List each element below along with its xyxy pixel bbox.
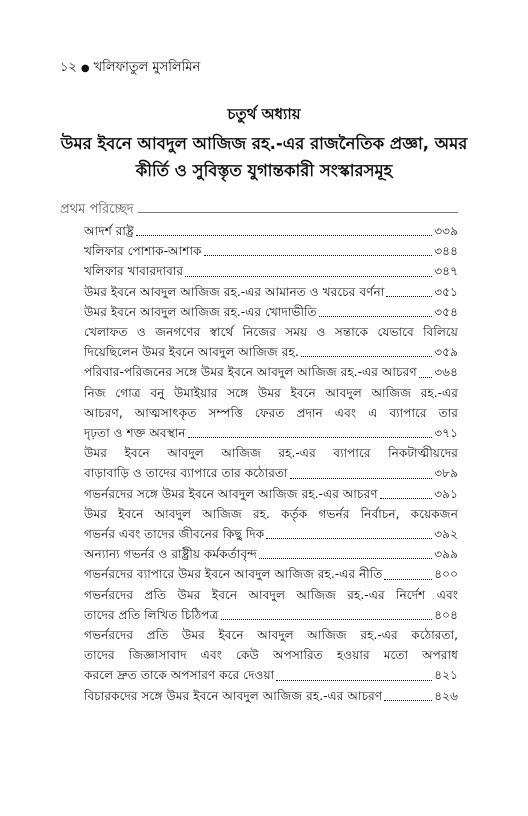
toc-page-number: ৩৩৯ — [434, 224, 458, 238]
toc-entry-title: উমর ইবনে আবদুল আজিজ রহ.-এর আমানত ও খরচের বর্ণনা — [84, 284, 385, 299]
dot-leader — [386, 296, 432, 297]
toc-entry-line: উমর ইবনে আবদুল আজিজ রহ.-এর ব্যাপারে নিকটাত্মীয়দের — [84, 446, 458, 461]
toc-entry[interactable] — [84, 625, 458, 686]
table-of-contents — [84, 221, 458, 706]
toc-entry-line: উমর ইবনে আবদুল আজিজ রহ. কর্তৃক গভর্নর নির্বাচন, কয়েকজন — [84, 506, 458, 521]
dot-leader — [384, 579, 432, 580]
toc-page-number: ৩৫৪ — [434, 304, 458, 319]
toc-page-number: ৩৯১ — [434, 486, 458, 501]
toc-entry-title: পরিবার-পরিজনের সঙ্গে উমর ইবনে আবদুল আজিজ রহ.-এর আচরণ — [84, 365, 417, 380]
dot-leader — [384, 700, 432, 701]
dot-leader — [319, 316, 433, 317]
dot-leader — [221, 619, 433, 620]
toc-entry[interactable] — [84, 686, 458, 706]
toc-entry-line: তাদের জিজ্ঞাসাবাদ এবং কেউ অপসারিত হওয়ার মতো অপরাধ — [84, 648, 458, 663]
dot-leader — [136, 235, 433, 236]
toc-entry[interactable] — [84, 443, 458, 483]
toc-entry[interactable] — [84, 241, 458, 261]
toc-entry[interactable] — [84, 362, 458, 382]
toc-page-number: ৪২১ — [434, 668, 458, 683]
section-heading — [60, 200, 458, 221]
toc-entry-title: গভর্নরদের ব্যাপারে উমর ইবনে আবদুল আজিজ রহ.-এর নীতি — [84, 567, 383, 582]
toc-entry-title: তাদের প্রতি লিখিত চিঠিপত্র — [84, 607, 219, 622]
page-number: ১২ — [60, 60, 77, 75]
dot-leader — [266, 538, 432, 539]
toc-entry-title: করলে দ্রুত তাকে অপসারণ করে দেওয়া — [84, 668, 275, 683]
chapter-title-line-2: কীর্তি ও সুবিস্তৃত যুগান্তকারী সংস্কারসমূহ — [135, 161, 393, 180]
dot-leader — [204, 255, 433, 256]
dot-leader — [419, 377, 432, 378]
toc-entry-line: গভর্নরদের প্রতি উমর ইবনে আবদুল আজিজ রহ.-এর নির্দেশ এবং — [84, 587, 458, 602]
toc-entry-title: খলিফার খাবারদাবার — [84, 264, 184, 279]
toc-page-number: ৪২৬ — [434, 688, 458, 703]
toc-entry[interactable] — [84, 564, 458, 584]
bullet-icon: ● — [80, 63, 90, 74]
dot-leader — [301, 356, 433, 357]
toc-page-number: ৩৫৯ — [434, 345, 458, 360]
toc-entry-title: গভর্নর এবং তাদের জীবনের কিছু দিক — [84, 527, 265, 542]
section-rule — [138, 212, 458, 213]
toc-entry-title: দিয়েছিলেন উমর ইবনে আবদুল আজিজ রহ. — [84, 345, 299, 360]
toc-entry-line: নিজ গোত্র বনু উমাইয়ার সঙ্গে উমর ইবনে আবদুল আজিজ রহ.-এর — [84, 385, 458, 400]
dot-leader — [380, 498, 433, 499]
toc-page-number: ৩৫১ — [434, 284, 458, 299]
toc-page-number: ৩৪৭ — [434, 264, 458, 279]
toc-page-number: ৪০০ — [434, 567, 458, 582]
toc-page-number: ৩৪৪ — [434, 244, 458, 259]
section-label: প্রথম পরিচ্ছেদ — [60, 202, 134, 217]
toc-page-number: ৩৯৯ — [434, 547, 458, 562]
dot-leader — [259, 558, 432, 559]
toc-page-number: ৩৯২ — [434, 527, 458, 542]
toc-entry-line: খেলাফত ও জনগণের স্বার্থে নিজের সময় ও সন্তাকে যেভাবে বিলিয়ে — [84, 325, 458, 340]
toc-entry-title: আদর্শ রাষ্ট্র — [84, 224, 134, 238]
toc-entry-title: গভর্নরদের সঙ্গে উমর ইবনে আবদুল আজিজ রহ.-এর আচরণ — [84, 486, 378, 501]
chapter-title-line-1: উমর ইবনে আবদুল আজিজ রহ.-এর রাজনৈতিক প্রজ্ঞা, অমর — [60, 134, 468, 153]
toc-entry[interactable] — [84, 302, 458, 322]
toc-page-number: ৪০৪ — [434, 607, 458, 622]
chapter-number: চতুর্থ অধ্যায় — [227, 105, 301, 123]
toc-entry[interactable] — [84, 282, 458, 302]
toc-entry-title: দৃঢ়তা ও শক্ত অবস্থান — [84, 426, 186, 441]
toc-entry-title: বাড়াবাড়ি ও তাদের ব্যাপারে তার কঠোরতা — [84, 466, 288, 481]
toc-page-number: ৩৮৯ — [434, 466, 458, 481]
toc-entry-title: বিচারকদের সঙ্গে উমর ইবনে আবদুল আজিজ রহ.-এর আচরণ — [84, 688, 383, 703]
toc-page-number: ৩৭১ — [434, 426, 458, 441]
toc-entry[interactable] — [84, 221, 458, 241]
dot-leader — [185, 276, 432, 277]
toc-entry[interactable] — [84, 322, 458, 362]
toc-entry-line: গভর্নরদের প্রতি উমর ইবনে আবদুল আজিজ রহ.-এর কঠোরতা, — [84, 628, 458, 643]
running-header — [60, 58, 200, 79]
toc-entry-title: উমর ইবনে আবদুল আজিজ রহ.-এর খোদাভীতি — [84, 304, 317, 319]
toc-page-number: ৩৬৪ — [434, 365, 458, 380]
toc-entry-line: আচরণ, আত্মসাৎকৃত সম্পত্তি ফেরত প্রদান এবং এ ব্যাপারে তার — [84, 405, 458, 420]
dot-leader — [276, 680, 432, 681]
toc-entry[interactable] — [84, 504, 458, 544]
toc-entry[interactable] — [84, 261, 458, 281]
toc-entry-title: অন্যান্য গভর্নর ও রাষ্ট্রীয় কর্মকর্তাবৃন্দ — [84, 547, 257, 562]
toc-entry[interactable] — [84, 544, 458, 564]
toc-entry[interactable] — [84, 585, 458, 625]
chapter-title — [0, 130, 528, 184]
dot-leader — [188, 437, 433, 438]
toc-entry[interactable] — [84, 383, 458, 444]
dot-leader — [290, 478, 433, 479]
toc-entry-title: খলিফার পোশাক-আশাক — [84, 244, 202, 259]
toc-entry[interactable] — [84, 484, 458, 504]
book-title: খলিফাতুল মুসলিমিন — [93, 60, 201, 75]
